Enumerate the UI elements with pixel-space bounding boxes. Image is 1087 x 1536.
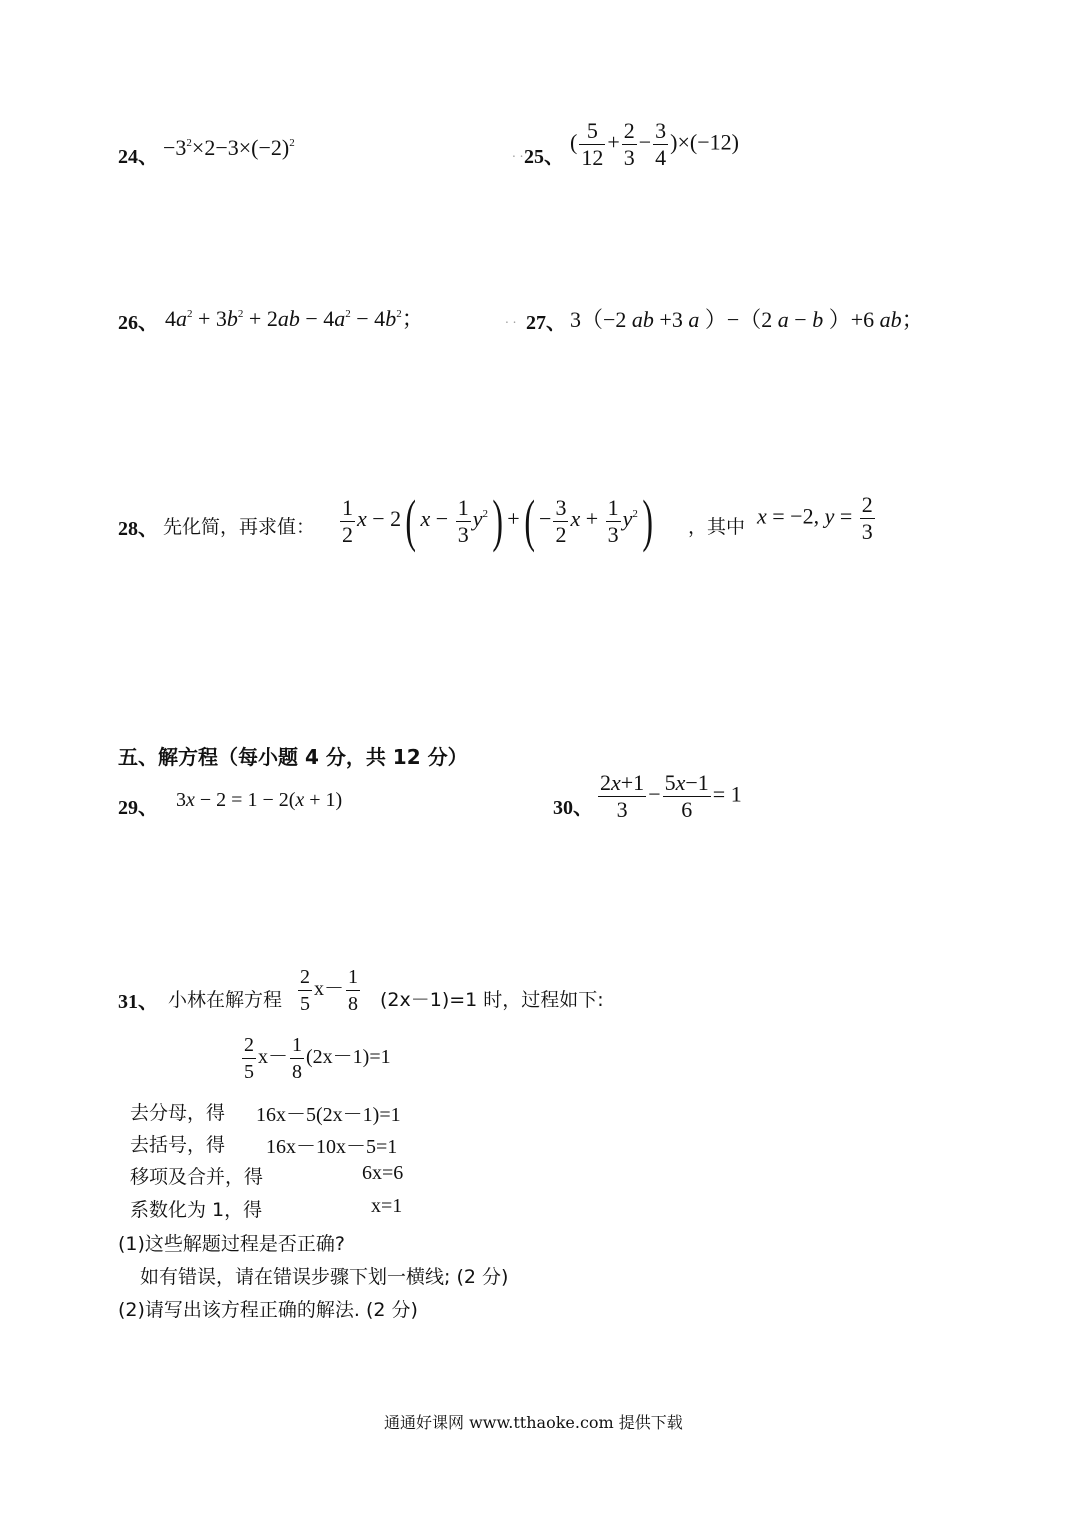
step-1-value: 16x－5(2x－1)=1 xyxy=(256,1104,401,1126)
question-27-number: 27、 xyxy=(526,312,566,334)
footer-text: 通通好课网 www.tthaoke.com 提供下载 xyxy=(384,1413,683,1432)
question-28-lead: 先化简，再求值： xyxy=(163,516,316,538)
question-31-number: 31、 xyxy=(118,991,158,1013)
question-25-expression: ( $\frac{5}{12}$ + $\frac{2}{3}$ − $\frac{3}{4}$ )×(−12) xyxy=(570,118,739,170)
question-25-number: 25、 xyxy=(524,146,564,168)
question-27-expression: 3（−2 ab +3 a ）−（2 a − b ）+6 ab； xyxy=(570,307,924,332)
step-3-label: 移项及合并，得 xyxy=(130,1166,264,1188)
part-1-instruction: 如有错误，请在错误步骤下划一横线; (2 分) xyxy=(140,1266,509,1288)
question-31-restated-tail: (2x－1)=1 xyxy=(306,1046,391,1069)
question-24-expression: $-3^2\times 2-3\times(-2)^2$ xyxy=(163,135,295,160)
question-29-expression: 3x − 2 = 1 − 2(x + 1) xyxy=(176,789,343,811)
question-31-restated-equation: $\frac{2}{5}$ x－ $\frac{1}{8}$ (2x－1)=1 xyxy=(244,1034,391,1083)
question-26-number: 26、 xyxy=(118,312,158,334)
step-4-value: x=1 xyxy=(371,1195,403,1217)
question-31-tail: (2x－1)=1 时，过程如下: xyxy=(380,989,604,1011)
part-1-question: (1)这些解题过程是否正确? xyxy=(118,1233,345,1255)
question-27-dots: . . xyxy=(505,312,517,326)
step-2-label: 去括号，得 xyxy=(130,1134,226,1156)
question-28-number: 28、 xyxy=(118,518,158,540)
step-1-label: 去分母，得 xyxy=(130,1102,226,1124)
question-30-expression: $\frac{2x+1}{3}$ − $\frac{5x-1}{6}$ = 1 xyxy=(600,770,742,822)
step-3-value: 6x=6 xyxy=(362,1162,404,1184)
question-28-expression: $\frac{1}{2}$ x − 2( x − $\frac{1}{3}$ $y^2$) +( − $\frac{3}{2}$ x + $\frac{1}{3}$ $y^2$) xyxy=(342,488,653,553)
step-4-label: 系数化为 1，得 xyxy=(130,1199,263,1221)
question-26-expression: $4a^2 + 3b^2 + 2ab - 4a^2 - 4b^2$； xyxy=(165,306,424,331)
question-24-number: 24、 xyxy=(118,146,158,168)
question-28-condition: x = −2, y = $\frac{2}{3}$ xyxy=(757,492,873,544)
question-25-dots: . . xyxy=(512,146,524,160)
step-2-value: 16x－10x－5=1 xyxy=(266,1136,398,1158)
question-30-number: 30、 xyxy=(553,797,593,819)
question-31-lead: 小林在解方程 xyxy=(168,989,283,1011)
part-2-question: (2)请写出该方程正确的解法. (2 分) xyxy=(118,1299,418,1321)
question-31-equation: $\frac{2}{5}$ x－ $\frac{1}{8}$ xyxy=(300,966,358,1015)
question-28-condition-prefix: ，其中 xyxy=(688,516,746,538)
section-5-title: 五、解方程（每小题 4 分，共 12 分） xyxy=(118,745,468,769)
question-29-number: 29、 xyxy=(118,797,158,819)
